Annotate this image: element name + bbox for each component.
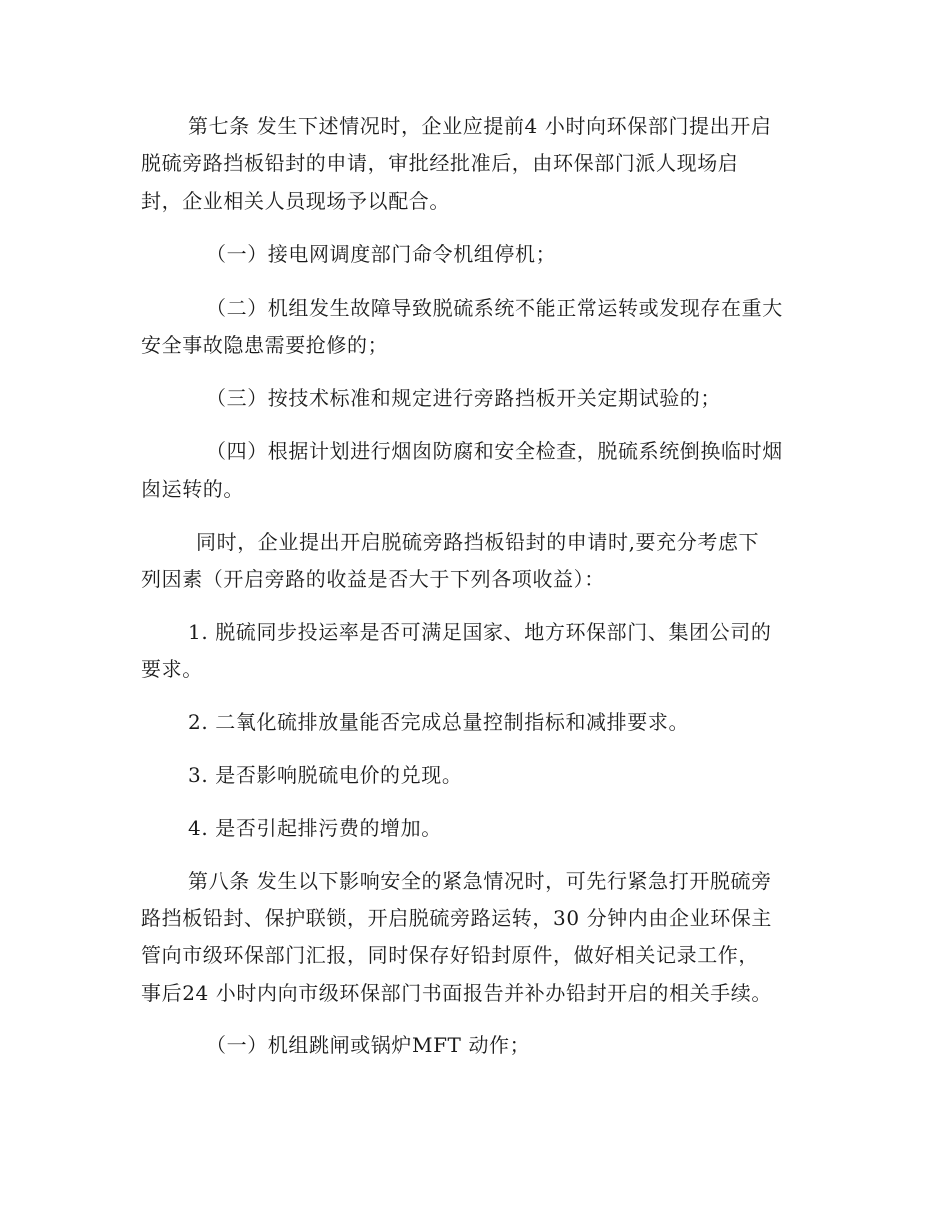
list-item: 2. 二氧化硫排放量能否完成总量控制指标和减排要求。 — [188, 710, 690, 734]
list-item: （一）接电网调度部门命令机组停机； — [206, 242, 557, 266]
paragraph-line: 要求。 — [141, 657, 203, 681]
paragraph-line: （四）根据计划进行烟囱防腐和安全检查，脱硫系统倒换临时烟 — [206, 439, 783, 463]
list-item: 3. 是否影响脱硫电价的兑现。 — [188, 763, 463, 787]
paragraph-line: 封，企业相关人员现场予以配合。 — [141, 189, 450, 213]
paragraph-line: 管向市级环保部门汇报，同时保存好铅封原件，做好相关记录工作， — [141, 943, 759, 967]
paragraph-line: 同时，企业提出开启脱硫旁路挡板铅封的申请时,要充分考虑下 — [196, 530, 760, 554]
list-item: 4. 是否引起排污费的增加。 — [188, 816, 442, 840]
paragraph-line: 路挡板铅封、保护联锁，开启脱硫旁路运转，30 分钟内由企业环保主 — [141, 906, 773, 930]
paragraph-line: 第八条 发生以下影响安全的紧急情况时，可先行紧急打开脱硫旁 — [188, 869, 772, 893]
paragraph-line: 第七条 发生下述情况时，企业应提前4 小时向环保部门提出开启 — [188, 114, 772, 138]
paragraph-line: 1. 脱硫同步投运率是否可满足国家、地方环保部门、集团公司的 — [188, 620, 772, 644]
paragraph-line: 事后24 小时内向市级环保部门书面报告并补办铅封开启的相关手续。 — [141, 981, 773, 1005]
paragraph-line: 囱运转的。 — [141, 477, 244, 501]
paragraph-line: 列因素（开启旁路的收益是否大于下列各项收益）： — [141, 567, 605, 591]
paragraph-line: 脱硫旁路挡板铅封的申请，审批经批准后，由环保部门派人现场启 — [141, 151, 739, 175]
list-item: （三）按技术标准和规定进行旁路挡板开关定期试验的； — [206, 386, 721, 410]
list-item: （一）机组跳闸或锅炉MFT 动作； — [206, 1033, 531, 1057]
paragraph-line: 安全事故隐患需要抢修的； — [141, 333, 389, 357]
paragraph-line: （二）机组发生故障导致脱硫系统不能正常运转或发现存在重大 — [206, 296, 783, 320]
